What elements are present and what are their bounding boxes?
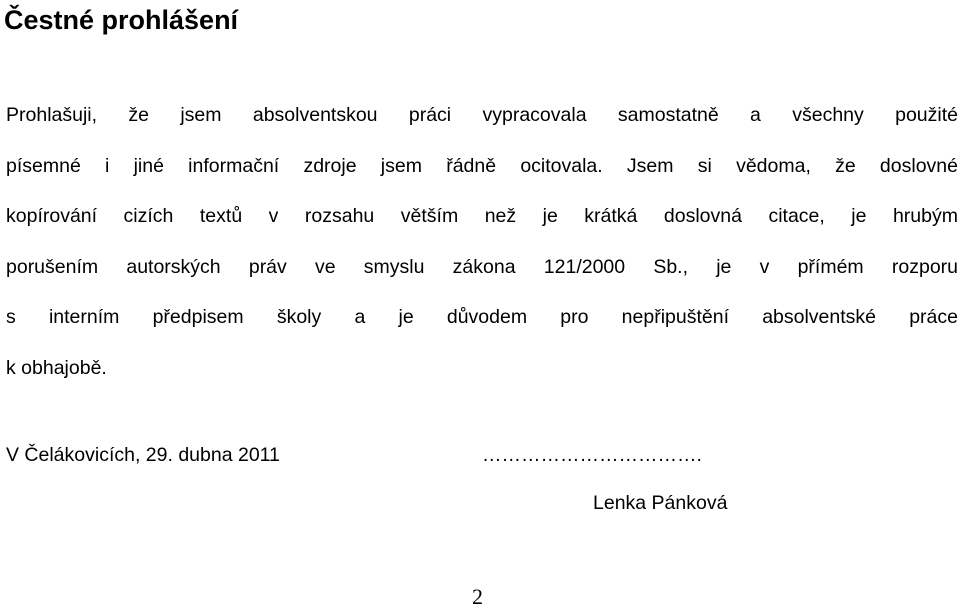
page-number: 2 bbox=[472, 584, 483, 609]
declaration-line: porušením autorských práv ve smyslu zákona 121/2000 Sb., je v přímém rozporu bbox=[6, 255, 958, 278]
declaration-line: Prohlašuji, že jsem absolventskou práci vypracovala samostatně a všechny použité bbox=[6, 104, 958, 126]
declaration-line: písemné i jiné informační zdroje jsem řádně ocitovala. Jsem si vědoma, že doslovné bbox=[6, 154, 958, 177]
signature-line: ……………………………. bbox=[482, 444, 702, 466]
page-title: Čestné prohlášení bbox=[4, 5, 239, 35]
declaration-line: k obhajobě. bbox=[6, 356, 107, 379]
declaration-paragraph bbox=[6, 90, 958, 394]
place-and-date: V Čelákovicích, 29. dubna 2011 bbox=[6, 444, 280, 466]
declaration-line: kopírování cizích textů v rozsahu větším než je krátká doslovná citace, je hrubým bbox=[6, 205, 958, 228]
declaration-line: s interním předpisem školy a je důvodem pro nepřipuštění absolventské práce bbox=[6, 306, 958, 329]
signer-name: Lenka Pánková bbox=[593, 492, 728, 514]
